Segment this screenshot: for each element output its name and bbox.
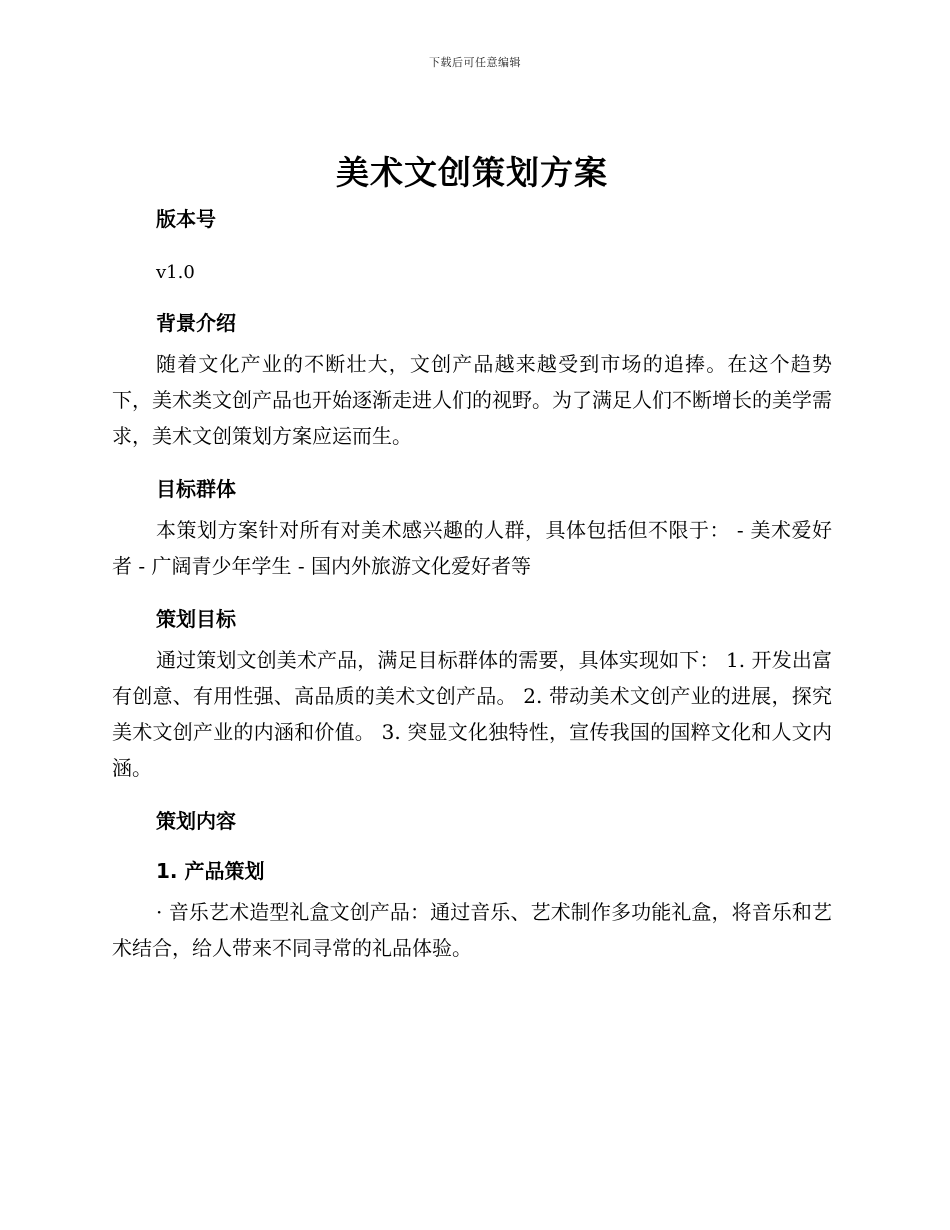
background-heading: 背景介绍 [156, 311, 236, 335]
document-title: 美术文创策划方案 [336, 153, 608, 192]
header-note: 下载后可任意编辑 [429, 56, 521, 69]
target-paragraph: 本策划方案针对所有对美术感兴趣的人群，具体包括但不限于： - 美术爱好者 - 广阔青少年学生 - 国内外旅游文化爱好者等 [112, 518, 832, 578]
goal-heading: 策划目标 [156, 607, 236, 631]
version-heading: 版本号 [156, 207, 216, 231]
product-heading: 1. 产品策划 [156, 859, 265, 883]
content-heading: 策划内容 [156, 809, 236, 833]
target-heading: 目标群体 [156, 477, 236, 501]
version-value: v1.0 [156, 262, 195, 283]
background-paragraph: 随着文化产业的不断壮大，文创产品越来越受到市场的追捧。在这个趋势下，美术类文创产品也开始逐渐走进人们的视野。为了满足人们不断增长的美学需求，美术文创策划方案应运而生。 [112, 352, 832, 448]
document-body [112, 150, 832, 966]
product-paragraph: · 音乐艺术造型礼盒文创产品：通过音乐、艺术制作多功能礼盒，将音乐和艺术结合，给人带来不同寻常的礼品体验。 [112, 900, 832, 960]
goal-paragraph: 通过策划文创美术产品，满足目标群体的需要，具体实现如下： 1. 开发出富有创意、有用性强、高品质的美术文创产品。 2. 带动美术文创产业的进展，探究美术文创产业的内涵和价值。 3. 突显文化独特性，宣传我国的国粹文化和人文内涵。 [112, 648, 832, 780]
